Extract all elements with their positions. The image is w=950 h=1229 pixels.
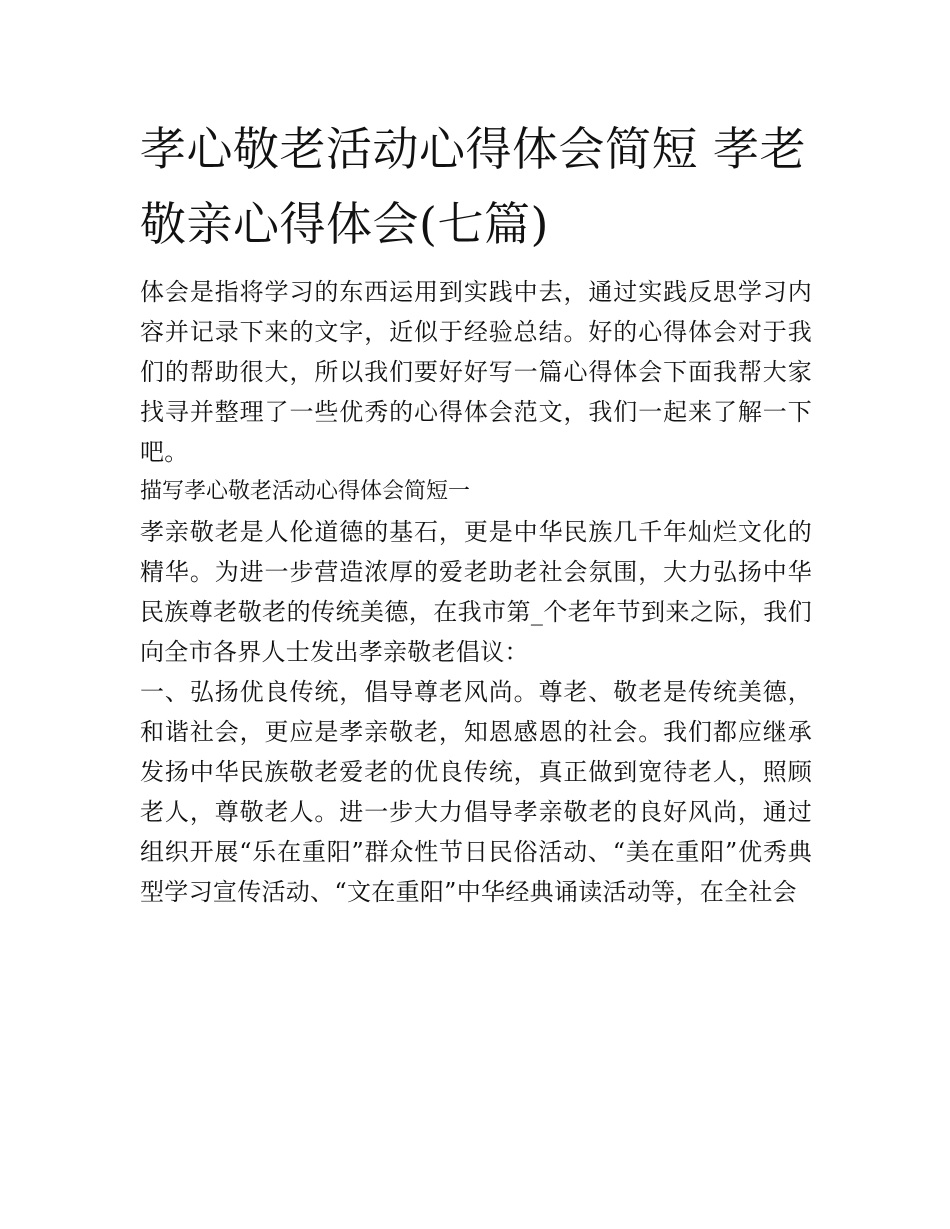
body-paragraph-2: 一、弘扬优良传统，倡导尊老风尚。尊老、敬老是传统美德，和谐社会，更应是孝亲敬老，知恩感恩的社会。我们都应继承发扬中华民族敬老爱老的优良传统，真正做到宽待老人，照顾老人，尊敬老人。进一步大力倡导孝亲敬老的良好风尚，通过组织开展“乐在重阳”群众性节日民俗活动、“美在重阳”优秀典型学习宣传活动、“文在重阳”中华经典诵读活动等，在全社会 — [140, 678, 812, 906]
document-page — [140, 112, 812, 912]
document-title: 孝心敬老活动心得体会简短 孝老敬亲心得体会(七篇) — [140, 122, 807, 251]
intro-paragraph: 体会是指将学习的东西运用到实践中去，通过实践反思学习内容并记录下来的文字，近似于经验总结。好的心得体会对于我们的帮助很大，所以我们要好好写一篇心得体会下面我帮大家找寻并整理了一些优秀的心得体会范文，我们一起来了解一下吧。 — [140, 278, 812, 466]
section-heading: 描写孝心敬老活动心得体会简短一 — [140, 479, 471, 504]
body-paragraph-1: 孝亲敬老是人伦道德的基石，更是中华民族几千年灿烂文化的精华。为进一步营造浓厚的爱老助老社会氛围，大力弘扬中华民族尊老敬老的传统美德，在我市第_个老年节到来之际，我们向全市各界人士发出孝亲敬老倡议： — [140, 518, 812, 666]
